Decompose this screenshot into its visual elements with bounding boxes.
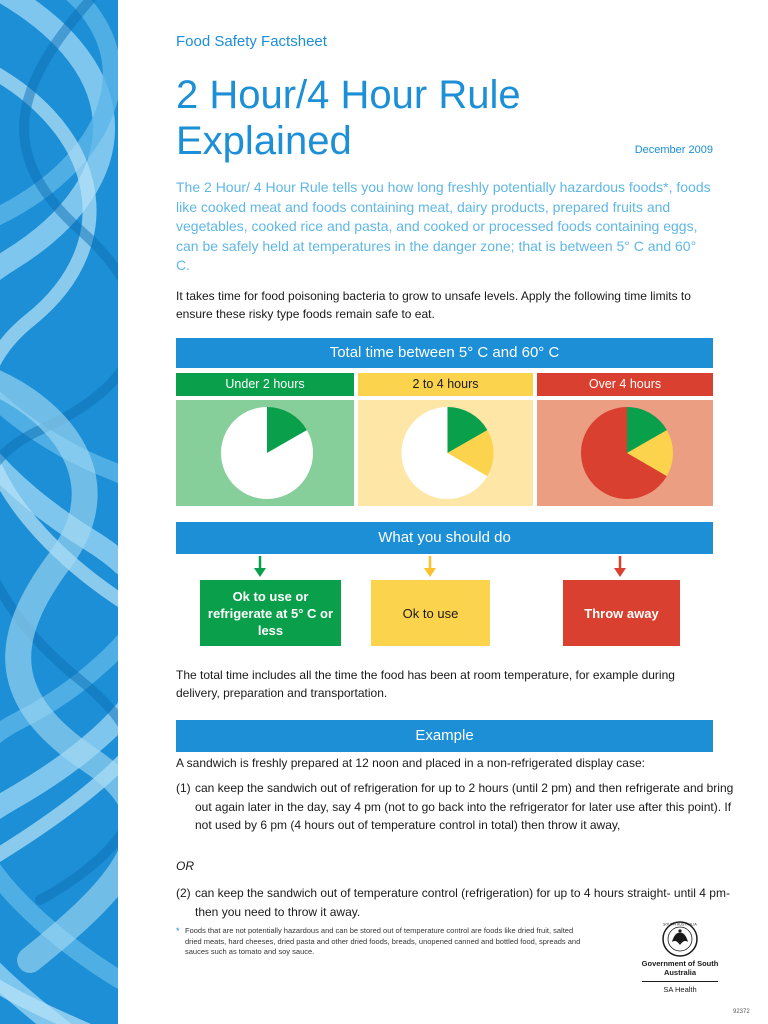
publication-date: December 2009 <box>634 144 713 156</box>
government-name: Government of South Australia <box>641 959 719 977</box>
actions-header: What you should do <box>176 522 713 554</box>
pie-panel-2-to-4-hours <box>358 400 533 506</box>
category-under-2-hours: Under 2 hours <box>176 373 354 396</box>
arrow-down-icon <box>423 556 437 578</box>
pie-panel-under-2-hours <box>176 400 354 506</box>
example-item-text: can keep the sandwich out of temperature control (refrigeration) for up to 4 hours straight- until 4 pm- then you need to throw it away. <box>195 886 730 919</box>
action-ok-or-refrigerate: Ok to use or refrigerate at 5° C or less <box>200 580 341 646</box>
arrow-down-icon <box>253 556 267 578</box>
pie-panel-over-4-hours <box>537 400 713 506</box>
example-item-number: (2) <box>176 886 191 900</box>
category-2-to-4-hours: 2 to 4 hours <box>358 373 533 396</box>
footnote-text: Foods that are not potentially hazardous and can be stored out of temperature control are foods like dried fruit, salted dried meats, hard cheeses, dried pasta and other dried foods, breads, unopened canned and bottled food, spreads and sauces such as tomato and soy sauce. <box>185 926 581 956</box>
chart-title: Total time between 5° C and 60° C <box>176 338 713 368</box>
crest-text: SOUTH AUSTRALIA <box>663 922 697 927</box>
document-code: 92372 <box>733 1009 750 1015</box>
department-name: SA Health <box>663 985 697 994</box>
body-paragraph-1: It takes time for food poisoning bacteria to grow to unsafe levels. Apply the following time limits to ensure these risky type foods remain safe to eat. <box>176 289 691 321</box>
pie-chart-under-2-hours <box>176 400 354 506</box>
footnote-marker: * <box>176 926 180 936</box>
wave-pattern <box>0 0 118 1024</box>
decorative-side-band <box>0 0 118 1024</box>
page-title: 2 Hour/4 Hour Rule Explained <box>176 73 521 163</box>
kicker-label: Food Safety Factsheet <box>176 33 327 50</box>
government-logo <box>632 918 728 994</box>
action-ok-to-use: Ok to use <box>371 580 490 646</box>
example-item-2 <box>176 884 736 921</box>
body-paragraph-2: The total time includes all the time the food has been at room temperature, for example during delivery, preparation and transportation. <box>176 668 675 700</box>
arrow-down-icon <box>613 556 627 578</box>
pie-chart-2-to-4-hours <box>358 400 533 506</box>
pie-chart-over-4-hours <box>537 400 713 506</box>
example-intro: A sandwich is freshly prepared at 12 noon and placed in a non-refrigerated display case: <box>176 756 645 770</box>
example-header: Example <box>176 720 713 752</box>
footnote <box>176 926 586 958</box>
logo-divider <box>642 981 718 982</box>
action-throw-away: Throw away <box>563 580 680 646</box>
intro-paragraph: The 2 Hour/ 4 Hour Rule tells you how long freshly potentially hazardous foods*, foods like cooked meat and foods containing meat, dairy products, prepared fruits and vegetables, cooked rice and pasta, and cooked or processed foods containing eggs, can be safely held at temperatures in the danger zone; that is between 5° C and 60° C. <box>176 179 711 273</box>
crest-icon <box>658 918 702 958</box>
category-over-4-hours: Over 4 hours <box>537 373 713 396</box>
example-item-1 <box>176 779 736 835</box>
or-separator: OR <box>176 859 194 873</box>
example-item-number: (1) <box>176 781 191 795</box>
example-item-text: can keep the sandwich out of refrigeration for up to 2 hours (until 2 pm) and then refrigerate and bring out again later in the day, say 4 pm (not to go back into the refrigerator for later use after this point). If not used by 6 pm (4 hours out of temperature control in total) then throw it away, <box>195 781 734 832</box>
